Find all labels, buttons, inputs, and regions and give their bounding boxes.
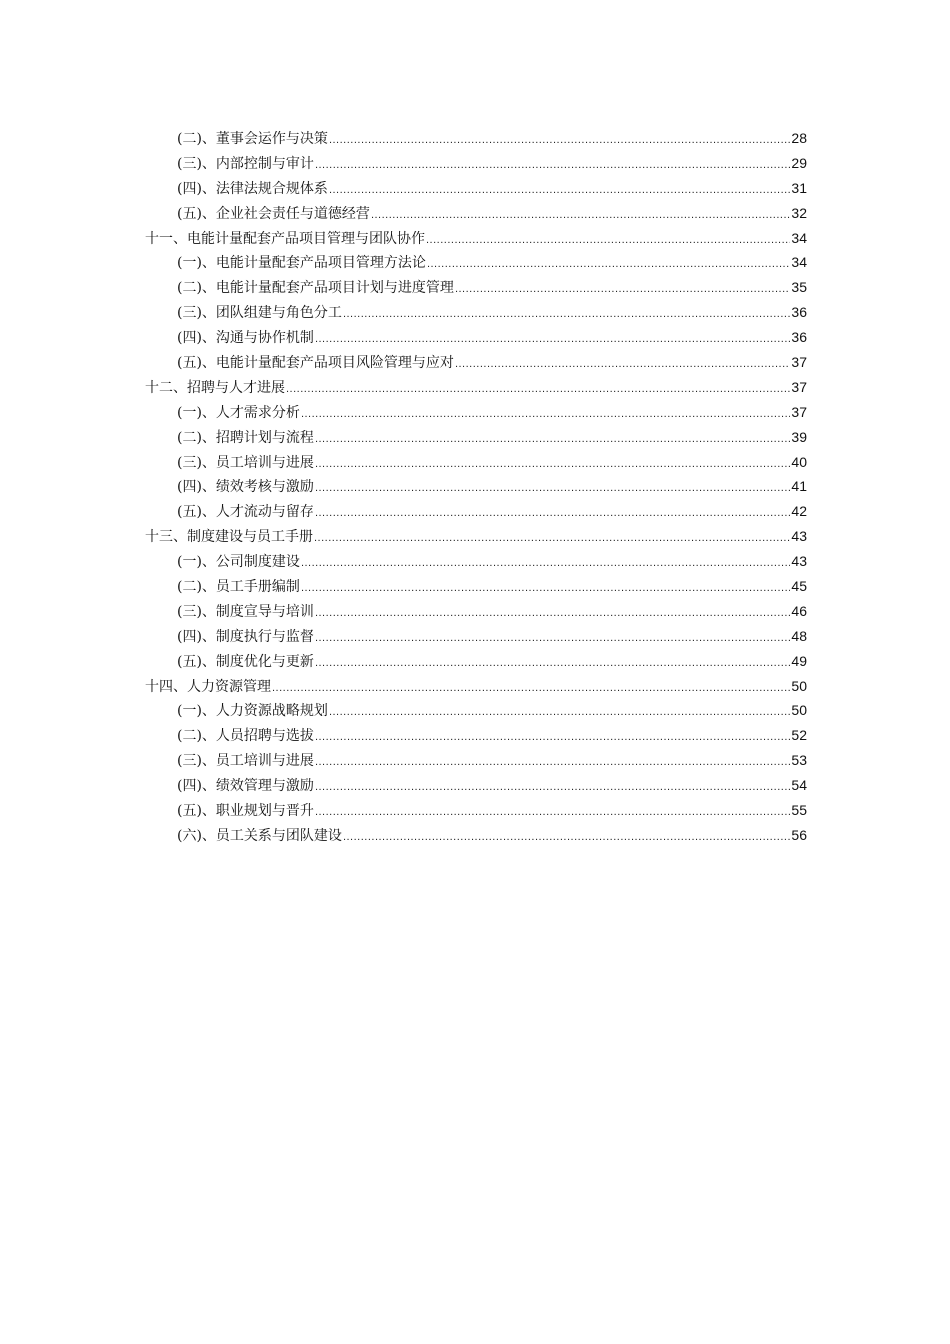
toc-page-number: 56 (791, 826, 807, 843)
toc-section-entry[interactable] (145, 649, 807, 674)
toc-section-entry[interactable] (145, 823, 807, 848)
toc-page-number: 37 (791, 403, 807, 420)
toc-chapter-entry[interactable] (145, 226, 807, 251)
toc-dot-leader (315, 427, 790, 452)
toc-entry-title: (三)、制度宣导与培训 (177, 603, 314, 620)
toc-section-entry[interactable] (145, 450, 807, 475)
toc-dot-leader (315, 800, 790, 825)
toc-section-entry[interactable] (145, 275, 807, 300)
toc-dot-leader (315, 725, 790, 750)
toc-section-entry[interactable] (145, 126, 807, 151)
toc-dot-leader (286, 377, 790, 402)
toc-dot-leader (426, 228, 790, 253)
toc-entry-title: (六)、员工关系与团队建设 (177, 827, 342, 844)
toc-page-number: 50 (791, 677, 807, 694)
toc-dot-leader (315, 327, 790, 352)
toc-entry-title: 十四、人力资源管理 (145, 678, 271, 695)
toc-page-number: 52 (791, 727, 807, 744)
toc-entry-title: (四)、沟通与协作机制 (177, 330, 314, 347)
toc-dot-leader (301, 576, 790, 601)
toc-section-entry[interactable] (145, 300, 807, 325)
toc-entry-title: (三)、员工培训与进展 (177, 454, 314, 471)
toc-entry-title: (五)、职业规划与晋升 (177, 803, 314, 820)
toc-dot-leader (329, 700, 790, 725)
toc-entry-title: (一)、公司制度建设 (177, 554, 300, 571)
toc-section-entry[interactable] (145, 176, 807, 201)
toc-section-entry[interactable] (145, 151, 807, 176)
toc-page-number: 37 (791, 354, 807, 371)
toc-chapter-entry[interactable] (145, 674, 807, 699)
toc-entry-title: (三)、员工培训与进展 (177, 753, 314, 770)
toc-section-entry[interactable] (145, 425, 807, 450)
toc-dot-leader (427, 252, 790, 277)
toc-entry-title: (五)、企业社会责任与道德经营 (177, 205, 370, 222)
toc-dot-leader (455, 352, 790, 377)
toc-page-number: 46 (791, 602, 807, 619)
toc-page-number: 34 (791, 254, 807, 271)
toc-dot-leader (314, 526, 790, 551)
toc-dot-leader (315, 452, 790, 477)
toc-page-number: 49 (791, 652, 807, 669)
toc-page-number: 32 (791, 204, 807, 221)
toc-page-number: 43 (791, 553, 807, 570)
toc-page-number: 45 (791, 578, 807, 595)
toc-page-number: 31 (791, 179, 807, 196)
toc-entry-title: 十二、招聘与人才进展 (145, 379, 285, 396)
toc-page-number: 37 (791, 378, 807, 395)
table-of-contents (145, 126, 807, 848)
toc-section-entry[interactable] (145, 350, 807, 375)
toc-entry-title: (二)、电能计量配套产品项目计划与进度管理 (177, 280, 454, 297)
toc-entry-title: (五)、电能计量配套产品项目风险管理与应对 (177, 355, 454, 372)
toc-dot-leader (272, 676, 790, 701)
toc-page-number: 53 (791, 752, 807, 769)
toc-entry-title: (一)、人才需求分析 (177, 404, 300, 421)
toc-page-number: 29 (791, 154, 807, 171)
toc-entry-title: 十三、制度建设与员工手册 (145, 529, 313, 546)
toc-page-number: 36 (791, 329, 807, 346)
toc-page-number: 48 (791, 627, 807, 644)
toc-dot-leader (343, 825, 790, 850)
toc-dot-leader (315, 626, 790, 651)
toc-dot-leader (343, 302, 790, 327)
toc-section-entry[interactable] (145, 201, 807, 226)
toc-dot-leader (329, 128, 790, 153)
toc-dot-leader (315, 601, 790, 626)
toc-page-number: 54 (791, 777, 807, 794)
toc-section-entry[interactable] (145, 549, 807, 574)
toc-dot-leader (315, 750, 790, 775)
toc-section-entry[interactable] (145, 748, 807, 773)
toc-entry-title: (五)、人才流动与留存 (177, 504, 314, 521)
toc-page-number: 42 (791, 503, 807, 520)
toc-page-number: 28 (791, 130, 807, 146)
toc-section-entry[interactable] (145, 400, 807, 425)
toc-page-number: 50 (791, 702, 807, 719)
toc-entry-title: (二)、员工手册编制 (177, 579, 300, 596)
toc-entry-title: (一)、电能计量配套产品项目管理方法论 (177, 255, 426, 272)
toc-page-number: 40 (791, 453, 807, 470)
toc-chapter-entry[interactable] (145, 524, 807, 549)
toc-section-entry[interactable] (145, 325, 807, 350)
toc-entry-title: (二)、人员招聘与选拔 (177, 728, 314, 745)
toc-page-number: 39 (791, 428, 807, 445)
toc-dot-leader (329, 178, 790, 203)
toc-section-entry[interactable] (145, 698, 807, 723)
toc-entry-title: (五)、制度优化与更新 (177, 653, 314, 670)
toc-section-entry[interactable] (145, 599, 807, 624)
toc-entry-title: (三)、团队组建与角色分工 (177, 305, 342, 322)
toc-dot-leader (301, 551, 790, 576)
toc-chapter-entry[interactable] (145, 375, 807, 400)
toc-page-number: 55 (791, 802, 807, 819)
toc-page-number: 35 (791, 279, 807, 296)
toc-section-entry[interactable] (145, 624, 807, 649)
toc-entry-title: (四)、法律法规合规体系 (177, 180, 328, 197)
toc-dot-leader (301, 402, 790, 427)
toc-page-number: 34 (791, 229, 807, 246)
toc-section-entry[interactable] (145, 250, 807, 275)
toc-dot-leader (315, 153, 790, 178)
toc-page-number: 43 (791, 528, 807, 545)
toc-dot-leader (455, 277, 790, 302)
toc-section-entry[interactable] (145, 499, 807, 524)
toc-page-number: 41 (791, 478, 807, 495)
toc-section-entry[interactable] (145, 798, 807, 823)
toc-entry-title: (二)、招聘计划与流程 (177, 429, 314, 446)
toc-entry-title: (四)、绩效考核与激励 (177, 479, 314, 496)
toc-section-entry[interactable] (145, 574, 807, 599)
toc-dot-leader (315, 651, 790, 676)
toc-dot-leader (315, 775, 790, 800)
toc-entry-title: (四)、制度执行与监督 (177, 628, 314, 645)
toc-section-entry[interactable] (145, 773, 807, 798)
toc-entry-title: (一)、人力资源战略规划 (177, 703, 328, 720)
toc-entry-title: (四)、绩效管理与激励 (177, 778, 314, 795)
toc-section-entry[interactable] (145, 474, 807, 499)
toc-dot-leader (371, 203, 790, 228)
toc-dot-leader (315, 501, 790, 526)
toc-dot-leader (315, 476, 790, 501)
toc-entry-title: (三)、内部控制与审计 (177, 155, 314, 172)
toc-page-number: 36 (791, 304, 807, 321)
toc-entry-title: (二)、董事会运作与决策 (177, 131, 328, 147)
toc-entry-title: 十一、电能计量配套产品项目管理与团队协作 (145, 230, 425, 247)
toc-section-entry[interactable] (145, 723, 807, 748)
